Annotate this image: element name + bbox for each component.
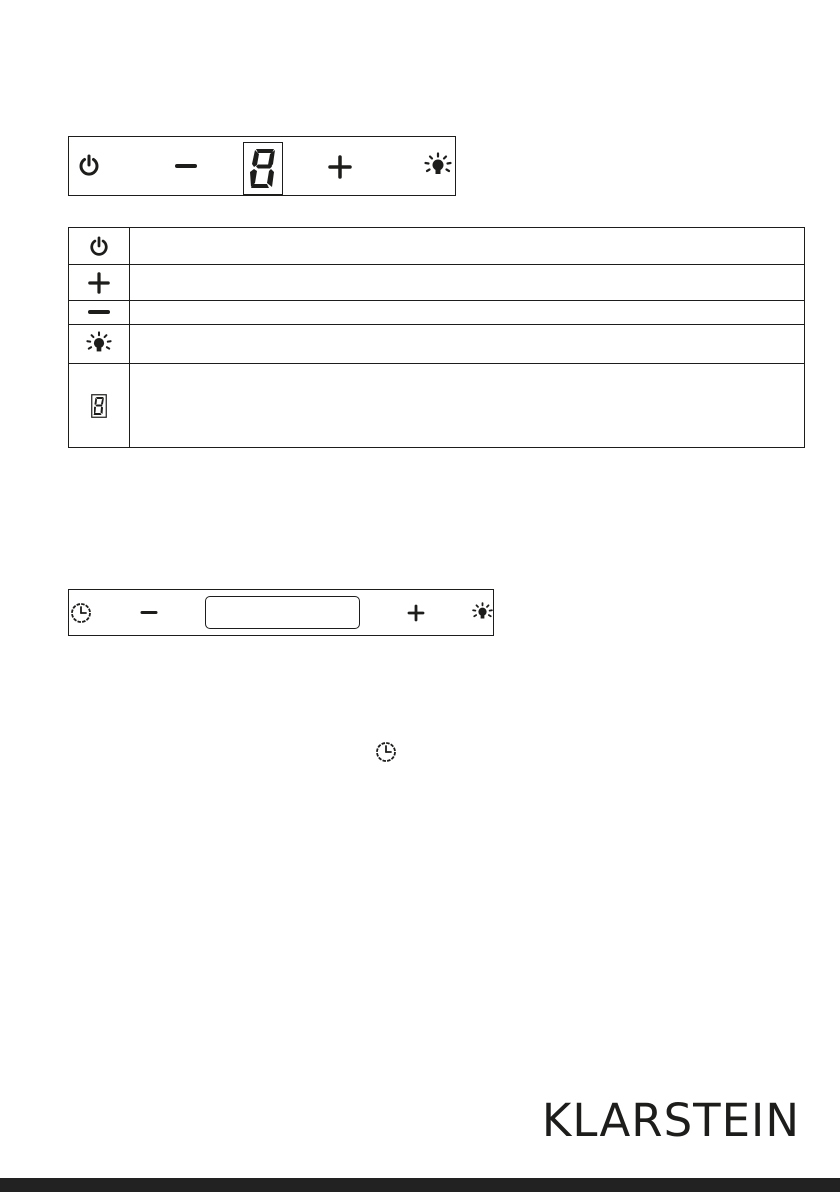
legend-description [130,228,805,265]
legend-row-light [69,325,805,364]
legend-row-plus [69,265,805,301]
minus-icon[interactable] [140,610,158,615]
brand-logo: KLARSTEIN [541,1094,800,1147]
control-panel-timer [68,589,494,636]
power-icon[interactable] [78,154,100,177]
legend-description [130,325,805,364]
seven-segment-display [243,142,283,195]
seven-segment-digit-icon [91,394,107,418]
power-icon [89,236,109,257]
legend-row-minus [69,301,805,325]
plus-icon[interactable] [328,155,352,179]
light-icon[interactable] [472,602,493,623]
footer-bar [0,1178,840,1192]
legend-row-power [69,228,805,265]
light-icon [86,331,112,357]
legend-description [130,301,805,325]
legend-description [130,265,805,301]
clock-icon[interactable] [70,602,92,624]
controls-legend-table [68,227,805,448]
legend-row-display [69,364,805,448]
plus-icon [88,272,110,294]
seven-segment-digit-icon [249,147,277,190]
light-icon[interactable] [424,152,452,180]
legend-description [130,364,805,448]
minus-icon[interactable] [175,163,197,169]
clock-icon [375,741,397,763]
plus-icon[interactable] [407,604,425,622]
control-panel-digital [68,136,456,196]
minus-icon [88,309,110,315]
lcd-display [205,596,360,629]
